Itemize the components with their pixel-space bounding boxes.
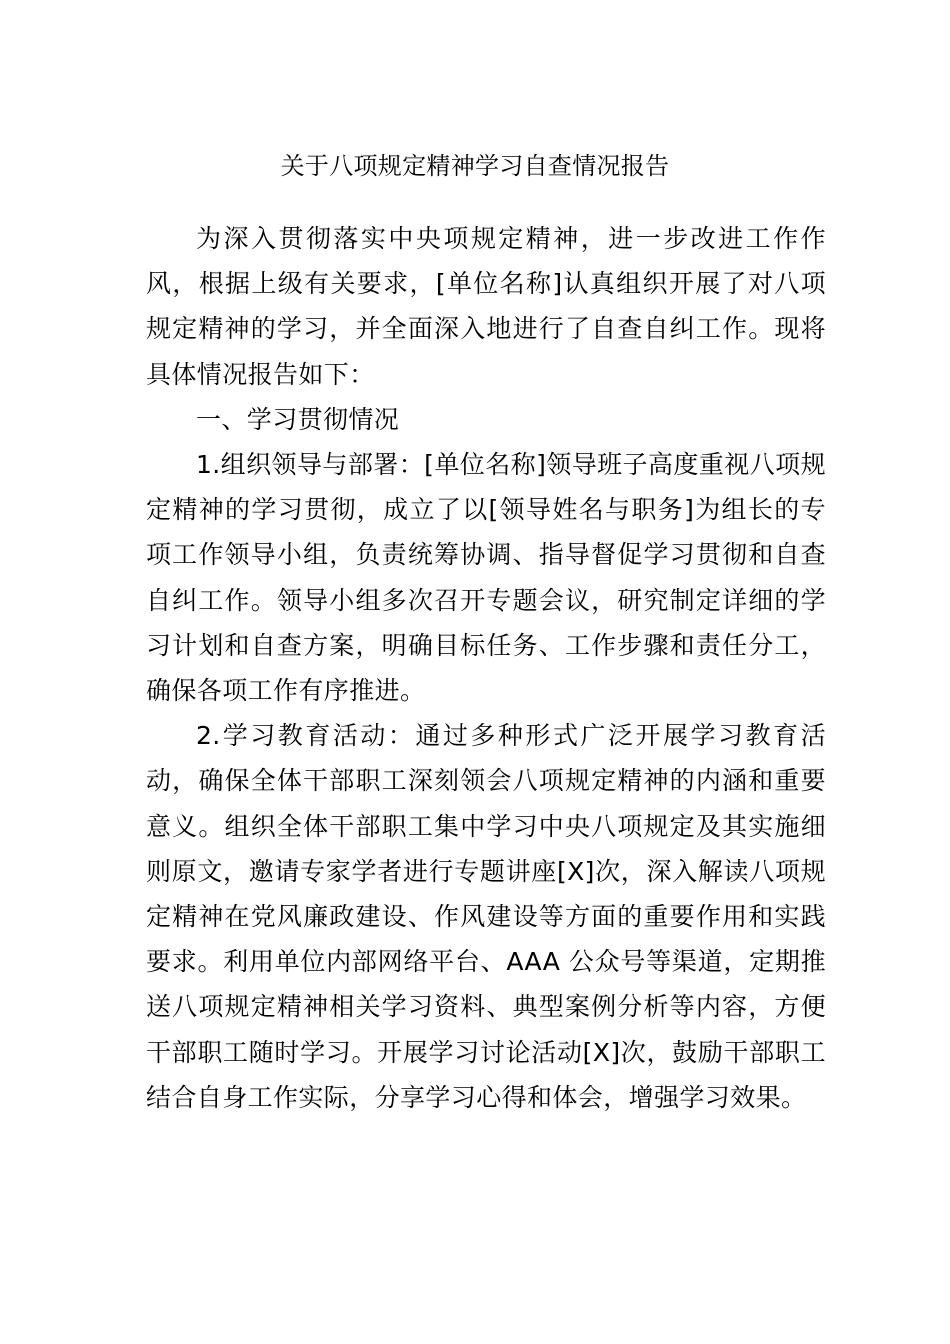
document-title: 关于八项规定精神学习自查情况报告 [280,152,670,180]
education-paragraph: 2.学习教育活动：通过多种形式广泛开展学习教育活动，确保全体干部职工深刻领会八项规定精神的内涵和重要意义。组织全体干部职工集中学习中央八项规定及其实施细则原文，邀请专家学者进行专题讲座[X]次，深入解读八项规定精神在党风廉政建设、作风建设等方面的重要作用和实践要求。利用单位内部网络平台、AAA 公众号等渠道，定期推送八项规定精神相关学习资料、典型案例分析等内容，方便干部职工随时学习。开展学习讨论活动[X]次，鼓励干部职工结合自身工作实际，分享学习心得和体会，增强学习效果。 [146,721,826,1112]
organization-paragraph: 1.组织领导与部署：[单位名称]领导班子高度重视八项规定精神的学习贯彻，成立了以[领导姓名与职务]为组长的专项工作领导小组，负责统筹协调、指导督促学习贯彻和自查自纠工作。领导小组多次召开专题会议，研究制定详细的学习计划和自查方案，明确目标任务、工作步骤和责任分工，确保各项工作有序推进。 [146,450,826,706]
intro-paragraph: 为深入贯彻落实中央项规定精神，进一步改进工作作风，根据上级有关要求，[单位名称]认真组织开展了对八项规定精神的学习，并全面深入地进行了自查自纠工作。现将具体情况报告如下： [146,224,826,389]
document-body [146,216,826,1120]
section-heading: 一、学习贯彻情况 [196,404,400,434]
